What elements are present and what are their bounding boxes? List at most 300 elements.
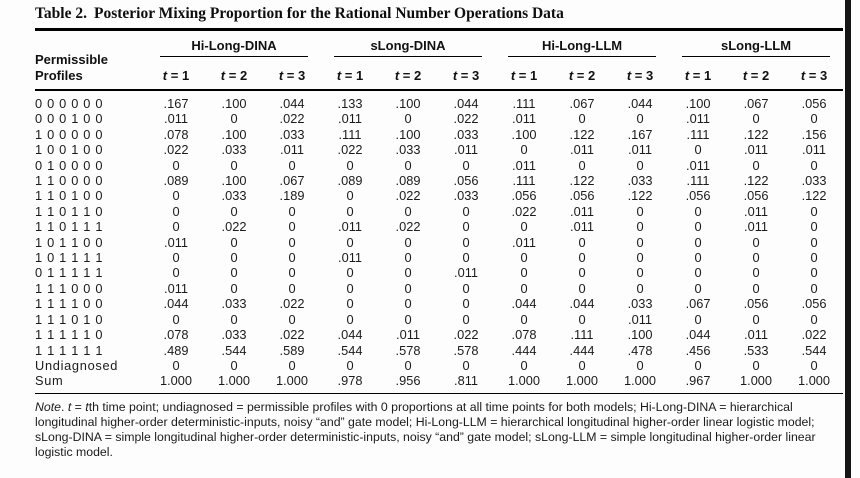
- value-cell: 0: [462, 311, 470, 327]
- value-cell: 0: [810, 203, 818, 219]
- profile-cell: 0 1 0 0 0 0: [35, 157, 104, 173]
- value-cell: 0: [578, 357, 586, 373]
- value-cell: 0: [288, 280, 296, 296]
- value-cell: .100: [395, 126, 421, 142]
- value-cell: .011: [164, 111, 188, 127]
- value-cell: 0: [346, 357, 354, 373]
- value-cell: 0: [172, 157, 180, 173]
- value-cell: 0: [810, 280, 818, 296]
- value-cell: .044: [453, 96, 479, 111]
- value-cell: 0: [346, 280, 354, 296]
- value-cell: 0: [752, 157, 760, 173]
- value-cell: 0: [288, 311, 296, 327]
- value-cell: 0: [810, 219, 818, 235]
- table-row: [35, 111, 843, 126]
- profile-cell: 1 1 1 1 1 1: [35, 342, 104, 358]
- value-cell: 0: [346, 188, 354, 204]
- value-cell: .133: [337, 96, 363, 111]
- value-cell: .022: [221, 219, 247, 235]
- time-variable: t: [452, 68, 458, 83]
- value-cell: 0: [462, 280, 470, 296]
- value-cell: 0: [520, 280, 528, 296]
- value-cell: .056: [801, 296, 827, 312]
- value-cell: .067: [685, 296, 711, 312]
- time-point-header: t = 3: [785, 57, 843, 90]
- value-cell: .978: [337, 373, 363, 389]
- value-cell: .811: [454, 373, 478, 389]
- value-cell: 0: [230, 157, 238, 173]
- profile-cell: 0 1 1 1 1 1: [35, 265, 104, 281]
- value-cell: .022: [279, 111, 305, 127]
- value-cell: 0: [810, 250, 818, 266]
- value-cell: .167: [163, 96, 189, 111]
- value-cell: 0: [752, 111, 760, 127]
- value-cell: 0: [404, 250, 412, 266]
- value-cell: .100: [627, 327, 653, 343]
- value-cell: 0: [752, 311, 760, 327]
- posterior-mixing-table: [35, 28, 843, 394]
- value-cell: 0: [288, 219, 296, 235]
- value-cell: 0: [810, 234, 818, 250]
- value-cell: .022: [279, 296, 305, 312]
- value-cell: .100: [221, 173, 247, 189]
- table-row: [35, 327, 843, 342]
- value-cell: 0: [462, 296, 470, 312]
- table-row: [35, 358, 843, 373]
- value-cell: 1.000: [798, 373, 831, 389]
- value-cell: .044: [627, 96, 653, 111]
- value-cell: 0: [288, 203, 296, 219]
- column-group-label: Hi-Long-DINA: [160, 38, 308, 57]
- value-cell: .489: [163, 342, 189, 358]
- value-cell: 0: [230, 111, 238, 127]
- value-cell: .022: [453, 111, 479, 127]
- value-cell: 0: [578, 157, 586, 173]
- profile-cell: 0 0 0 1 0 0: [35, 111, 104, 127]
- value-cell: .444: [511, 342, 537, 358]
- time-point-header: t = 1: [321, 57, 379, 90]
- value-cell: 1.000: [275, 373, 309, 389]
- column-group-hi-long-dina: [147, 30, 321, 58]
- value-cell: 0: [578, 311, 586, 327]
- value-cell: .078: [511, 327, 537, 343]
- time-variable: t: [278, 68, 284, 83]
- value-cell: 0: [172, 203, 180, 219]
- profile-cell: 1 0 1 1 1 1: [35, 250, 104, 266]
- note-italic-segment: t: [67, 399, 72, 414]
- time-variable: t: [510, 68, 516, 83]
- table-row: [35, 296, 843, 311]
- profile-cell: 1 0 0 0 0 0: [35, 126, 104, 142]
- value-cell: .544: [337, 342, 363, 358]
- value-cell: 0: [346, 157, 354, 173]
- value-cell: 0: [346, 265, 354, 281]
- value-cell: 0: [694, 280, 702, 296]
- value-cell: .033: [801, 173, 827, 189]
- value-cell: .056: [685, 188, 711, 204]
- time-variable: t: [568, 68, 574, 83]
- value-cell: .578: [453, 342, 479, 358]
- value-cell: 0: [288, 357, 296, 373]
- value-cell: 0: [404, 357, 412, 373]
- stub-header-line: Permissible: [35, 52, 108, 68]
- value-cell: .022: [279, 327, 305, 343]
- table-row: [35, 127, 843, 142]
- time-point-header: t = 2: [379, 57, 437, 90]
- value-cell: .089: [395, 173, 421, 189]
- value-cell: 0: [694, 265, 702, 281]
- value-cell: 1.000: [217, 373, 251, 389]
- value-cell: .544: [221, 342, 247, 358]
- value-cell: .100: [221, 126, 247, 142]
- value-cell: .122: [743, 173, 769, 189]
- value-cell: 0: [462, 157, 470, 173]
- value-cell: .011: [628, 142, 652, 158]
- value-cell: 0: [694, 311, 702, 327]
- value-cell: 0: [346, 203, 354, 219]
- value-cell: 0: [172, 357, 180, 373]
- value-cell: .011: [454, 265, 478, 281]
- table-row: [35, 250, 843, 265]
- value-cell: 0: [578, 280, 586, 296]
- note-text-segment: th time point; undiagnosed = permissible profiles with 0 proportions at all time points for both models; Hi-Long-DINA = hierarchical longitudinal higher-order deterministic-inputs, noisy “and” gate model; Hi-Long-LLM = hierarchical longitudinal higher-order linear logistic model; sLong-DINA = simple longitudinal higher-order deterministic-inputs, noisy “and” gate model; sLong-LLM = simple longitudinal higher-order linear logistic model.: [35, 399, 816, 459]
- value-cell: .056: [743, 188, 769, 204]
- value-cell: .967: [685, 373, 711, 389]
- note-italic-segment: t: [85, 399, 89, 414]
- value-cell: .067: [569, 96, 595, 111]
- value-cell: .011: [512, 111, 536, 127]
- table-title: [35, 5, 843, 23]
- value-cell: .956: [395, 373, 421, 389]
- value-cell: .011: [280, 142, 304, 158]
- value-cell: 0: [230, 234, 238, 250]
- value-cell: .122: [569, 173, 595, 189]
- profile-cell: 1 1 1 1 1 0: [35, 327, 104, 343]
- value-cell: 0: [578, 111, 586, 127]
- value-cell: .011: [570, 203, 594, 219]
- profile-cell: 1 1 0 1 0 0: [35, 188, 104, 204]
- value-cell: 0: [694, 142, 702, 158]
- value-cell: .022: [801, 327, 827, 343]
- value-cell: .100: [221, 96, 247, 111]
- time-variable: t: [626, 68, 632, 83]
- value-cell: .011: [744, 142, 769, 158]
- value-cell: 0: [230, 265, 238, 281]
- time-point-header: t = 1: [495, 57, 553, 90]
- table-row: [35, 312, 843, 327]
- value-cell: 0: [404, 234, 412, 250]
- value-cell: .022: [163, 142, 189, 158]
- column-group-slong-llm: [669, 30, 843, 58]
- value-cell: .478: [627, 342, 653, 358]
- value-cell: .122: [569, 126, 595, 142]
- value-cell: .578: [395, 342, 421, 358]
- value-cell: .011: [512, 157, 536, 173]
- value-cell: .111: [338, 126, 362, 142]
- column-group-label: sLong-LLM: [682, 38, 830, 57]
- value-cell: .533: [743, 342, 769, 358]
- value-cell: .033: [221, 188, 247, 204]
- column-group-row: [35, 30, 843, 58]
- value-cell: .456: [685, 342, 711, 358]
- profile-cell: 1 1 1 0 1 0: [35, 311, 104, 327]
- scan-edge-artifact: [845, 0, 851, 478]
- value-cell: 0: [230, 250, 238, 266]
- value-cell: 0: [578, 250, 586, 266]
- value-cell: .033: [627, 173, 653, 189]
- value-cell: 0: [694, 219, 702, 235]
- value-cell: .044: [685, 327, 711, 343]
- value-cell: 0: [288, 234, 296, 250]
- value-cell: .011: [802, 142, 827, 158]
- value-cell: 0: [694, 203, 702, 219]
- stub-header: [35, 30, 147, 91]
- value-cell: 0: [636, 265, 644, 281]
- value-cell: .078: [163, 126, 189, 142]
- profile-cell: Sum: [35, 373, 64, 389]
- value-cell: .022: [395, 219, 421, 235]
- time-variable: t: [336, 68, 342, 83]
- time-variable: t: [742, 68, 748, 83]
- column-group-slong-dina: [321, 30, 495, 58]
- value-cell: .111: [686, 126, 710, 142]
- value-cell: .056: [743, 296, 769, 312]
- value-cell: .056: [453, 173, 479, 189]
- value-cell: 0: [520, 357, 528, 373]
- value-cell: .044: [569, 296, 595, 312]
- value-cell: 0: [172, 250, 180, 266]
- value-cell: 1.000: [624, 373, 657, 389]
- value-cell: .089: [163, 173, 189, 189]
- value-cell: 0: [578, 234, 586, 250]
- value-cell: 0: [230, 280, 238, 296]
- value-cell: 0: [578, 265, 586, 281]
- value-cell: .022: [395, 188, 421, 204]
- value-cell: 0: [230, 357, 238, 373]
- value-cell: 0: [520, 142, 528, 158]
- value-cell: 0: [172, 188, 180, 204]
- value-cell: .544: [801, 342, 827, 358]
- time-point-header: t = 3: [263, 57, 321, 90]
- value-cell: .033: [221, 296, 247, 312]
- value-cell: .011: [744, 203, 769, 219]
- time-point-header: t = 1: [147, 57, 205, 90]
- value-cell: 0: [404, 203, 412, 219]
- profile-cell: Undiagnosed: [35, 357, 119, 373]
- value-cell: .011: [744, 219, 769, 235]
- table-row: [35, 343, 843, 358]
- value-cell: 0: [810, 111, 818, 127]
- value-cell: 0: [288, 157, 296, 173]
- value-cell: .044: [511, 296, 537, 312]
- value-cell: .011: [628, 311, 652, 327]
- table-row: [35, 158, 843, 173]
- value-cell: 1.000: [159, 373, 193, 389]
- value-cell: 0: [694, 357, 702, 373]
- time-point-header: t = 3: [611, 57, 669, 90]
- table-row: [35, 219, 843, 234]
- profile-cell: 1 1 1 0 0 0: [35, 280, 104, 296]
- value-cell: 0: [694, 250, 702, 266]
- value-cell: 0: [636, 203, 644, 219]
- value-cell: 0: [810, 357, 818, 373]
- profile-cell: 1 0 0 1 0 0: [35, 142, 104, 158]
- value-cell: .033: [453, 188, 479, 204]
- value-cell: 0: [404, 265, 412, 281]
- value-cell: 0: [462, 357, 470, 373]
- note-italic-segment: Note: [35, 399, 61, 414]
- value-cell: 0: [172, 219, 180, 235]
- value-cell: 0: [810, 311, 818, 327]
- value-cell: .156: [801, 126, 827, 142]
- value-cell: 0: [346, 296, 354, 312]
- value-cell: 0: [404, 157, 412, 173]
- table-row: [35, 173, 843, 188]
- table-row: [35, 142, 843, 157]
- time-point-header: t = 2: [205, 57, 263, 90]
- table-number-label: Table 2.: [35, 5, 87, 22]
- value-cell: 0: [404, 311, 412, 327]
- value-cell: 0: [636, 219, 644, 235]
- table-title-text: Posterior Mixing Proportion for the Rational Number Operations Data: [93, 5, 564, 22]
- profile-cell: 1 1 0 1 1 1: [35, 219, 104, 235]
- profile-cell: 1 1 0 1 1 0: [35, 203, 104, 219]
- table-row: [35, 204, 843, 219]
- value-cell: .100: [511, 126, 537, 142]
- time-point-header: t = 3: [437, 57, 495, 90]
- value-cell: .167: [627, 126, 653, 142]
- value-cell: 0: [404, 280, 412, 296]
- stub-header-line: Profiles: [35, 67, 83, 83]
- value-cell: .033: [221, 327, 247, 343]
- value-cell: 0: [288, 250, 296, 266]
- value-cell: .011: [164, 234, 188, 250]
- value-cell: 0: [636, 234, 644, 250]
- value-cell: .122: [627, 188, 653, 204]
- value-cell: 0: [288, 265, 296, 281]
- value-cell: .033: [221, 142, 247, 158]
- value-cell: .011: [338, 219, 362, 235]
- value-cell: .011: [338, 250, 362, 266]
- note-text-segment: =: [71, 399, 86, 414]
- value-cell: .022: [337, 142, 363, 158]
- value-cell: .011: [396, 327, 420, 343]
- time-variable: t: [684, 68, 690, 83]
- value-cell: 0: [810, 157, 818, 173]
- value-cell: .011: [512, 234, 536, 250]
- value-cell: .011: [454, 142, 478, 158]
- note-text-segment: .: [60, 399, 68, 414]
- time-variable: t: [394, 68, 400, 83]
- table-row: [35, 281, 843, 296]
- table-header: [35, 30, 843, 91]
- value-cell: 0: [230, 203, 238, 219]
- value-cell: 0: [694, 234, 702, 250]
- time-variable: t: [220, 68, 226, 83]
- time-point-header: t = 2: [727, 57, 785, 90]
- value-cell: .122: [743, 126, 769, 142]
- profile-cell: 1 1 0 0 0 0: [35, 173, 104, 189]
- time-point-header-row: [35, 57, 843, 90]
- value-cell: 0: [752, 234, 760, 250]
- time-point-header: t = 1: [669, 57, 727, 90]
- value-cell: .111: [512, 173, 536, 189]
- table-row: [35, 90, 843, 111]
- value-cell: .056: [569, 188, 595, 204]
- table-note: [35, 400, 843, 460]
- value-cell: .189: [279, 188, 305, 204]
- table-content: [35, 5, 843, 472]
- value-cell: .022: [453, 327, 479, 343]
- value-cell: 0: [404, 111, 412, 127]
- value-cell: .111: [686, 173, 710, 189]
- time-variable: t: [800, 68, 806, 83]
- table-body: [35, 90, 843, 393]
- profile-cell: 0 0 0 0 0 0: [35, 96, 104, 111]
- value-cell: .033: [627, 296, 653, 312]
- value-cell: 1.000: [566, 373, 599, 389]
- table-row: [35, 265, 843, 280]
- value-cell: .022: [511, 203, 537, 219]
- value-cell: .011: [686, 111, 711, 127]
- table-row: [35, 235, 843, 250]
- time-point-header: t = 2: [553, 57, 611, 90]
- value-cell: 0: [636, 111, 644, 127]
- value-cell: .011: [338, 111, 362, 127]
- value-cell: .033: [395, 142, 421, 158]
- value-cell: 0: [636, 280, 644, 296]
- value-cell: 0: [462, 219, 470, 235]
- value-cell: .011: [570, 219, 594, 235]
- value-cell: .056: [801, 96, 827, 111]
- value-cell: .078: [163, 327, 189, 343]
- value-cell: 0: [172, 311, 180, 327]
- value-cell: 0: [520, 265, 528, 281]
- value-cell: 0: [636, 157, 644, 173]
- value-cell: .033: [453, 126, 479, 142]
- time-variable: t: [162, 68, 168, 83]
- profile-cell: 1 1 1 1 0 0: [35, 296, 104, 312]
- value-cell: .044: [279, 96, 305, 111]
- column-group-label: sLong-DINA: [334, 38, 482, 57]
- table-row: [35, 373, 843, 393]
- value-cell: .056: [511, 188, 537, 204]
- value-cell: .011: [164, 280, 188, 296]
- value-cell: 0: [462, 203, 470, 219]
- value-cell: 1.000: [508, 373, 541, 389]
- value-cell: 0: [520, 311, 528, 327]
- value-cell: 0: [462, 250, 470, 266]
- value-cell: 0: [172, 265, 180, 281]
- profile-cell: 1 0 1 1 0 0: [35, 234, 104, 250]
- value-cell: 0: [752, 250, 760, 266]
- value-cell: .089: [337, 173, 363, 189]
- value-cell: .100: [685, 96, 711, 111]
- value-cell: .111: [570, 327, 594, 343]
- value-cell: 0: [520, 250, 528, 266]
- value-cell: 0: [752, 265, 760, 281]
- value-cell: .444: [569, 342, 595, 358]
- value-cell: 0: [752, 280, 760, 296]
- value-cell: .589: [279, 342, 305, 358]
- value-cell: 0: [636, 250, 644, 266]
- value-cell: .011: [744, 327, 769, 343]
- column-group-hi-long-llm: [495, 30, 669, 58]
- value-cell: 0: [752, 357, 760, 373]
- value-cell: 0: [230, 311, 238, 327]
- value-cell: .111: [512, 96, 536, 111]
- column-group-label: Hi-Long-LLM: [508, 38, 656, 57]
